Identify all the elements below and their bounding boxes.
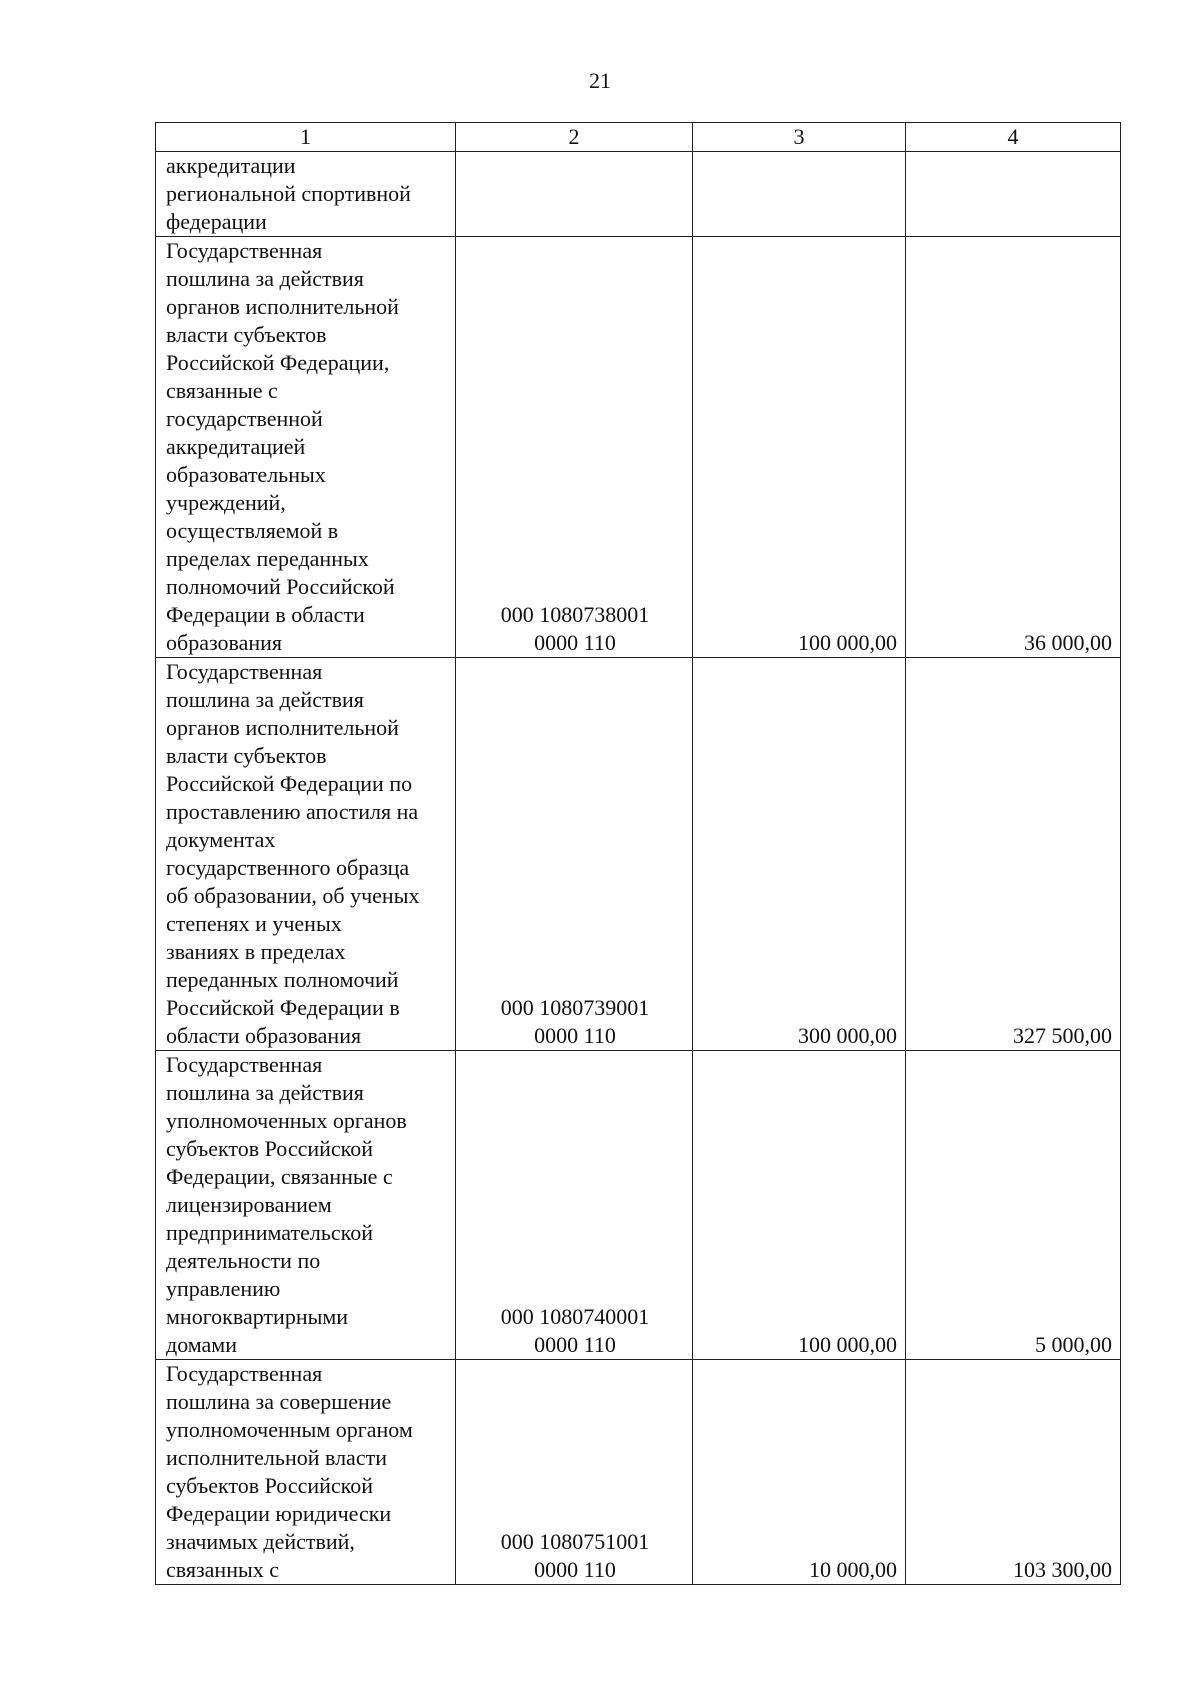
column-header-2: 2	[456, 123, 693, 152]
row-col3-cell: 100 000,00	[693, 237, 906, 658]
table-row	[156, 1051, 1121, 1360]
row-name-cell: аккредитации региональной спортивной федерации	[156, 152, 456, 237]
revenue-table	[155, 122, 1121, 1585]
column-header-3: 3	[693, 123, 906, 152]
row-col4-cell: 5 000,00	[906, 1051, 1121, 1360]
column-header-1: 1	[156, 123, 456, 152]
row-code-cell: 000 1080738001 0000 110	[456, 237, 693, 658]
row-col4-cell	[906, 152, 1121, 237]
page-number: 21	[589, 68, 611, 93]
row-name-cell: Государственная пошлина за действия органов исполнительной власти субъектов Российской Федерации по проставлению апостиля на документах государственного образца об образовании, об ученых степенях и ученых званиях в пределах переданных полномочий Российской Федерации в области образования	[156, 658, 456, 1051]
row-code-cell: 000 1080740001 0000 110	[456, 1051, 693, 1360]
table-header-row	[156, 123, 1121, 152]
row-col3-cell: 300 000,00	[693, 658, 906, 1051]
row-col3-cell: 100 000,00	[693, 1051, 906, 1360]
row-code-cell: 000 1080751001 0000 110	[456, 1360, 693, 1585]
table-row	[156, 237, 1121, 658]
revenue-table-container	[155, 122, 1120, 1585]
row-name-cell: Государственная пошлина за действия органов исполнительной власти субъектов Российской Федерации, связанные с государственной аккредитацией образовательных учреждений, осуществляемой в пределах переданных полномочий Российской Федерации в области образования	[156, 237, 456, 658]
row-col3-cell	[693, 152, 906, 237]
row-code-cell: 000 1080739001 0000 110	[456, 658, 693, 1051]
row-col4-cell: 36 000,00	[906, 237, 1121, 658]
table-row	[156, 1360, 1121, 1585]
table-row	[156, 152, 1121, 237]
row-name-cell: Государственная пошлина за совершение уполномоченным органом исполнительной власти субъектов Российской Федерации юридически значимых действий, связанных с	[156, 1360, 456, 1585]
table-row	[156, 658, 1121, 1051]
row-col4-cell: 103 300,00	[906, 1360, 1121, 1585]
column-header-4: 4	[906, 123, 1121, 152]
row-code-cell	[456, 152, 693, 237]
row-name-cell: Государственная пошлина за действия уполномоченных органов субъектов Российской Федерации, связанные с лицензированием предпринимательской деятельности по управлению многоквартирными домами	[156, 1051, 456, 1360]
row-col3-cell: 10 000,00	[693, 1360, 906, 1585]
row-col4-cell: 327 500,00	[906, 658, 1121, 1051]
